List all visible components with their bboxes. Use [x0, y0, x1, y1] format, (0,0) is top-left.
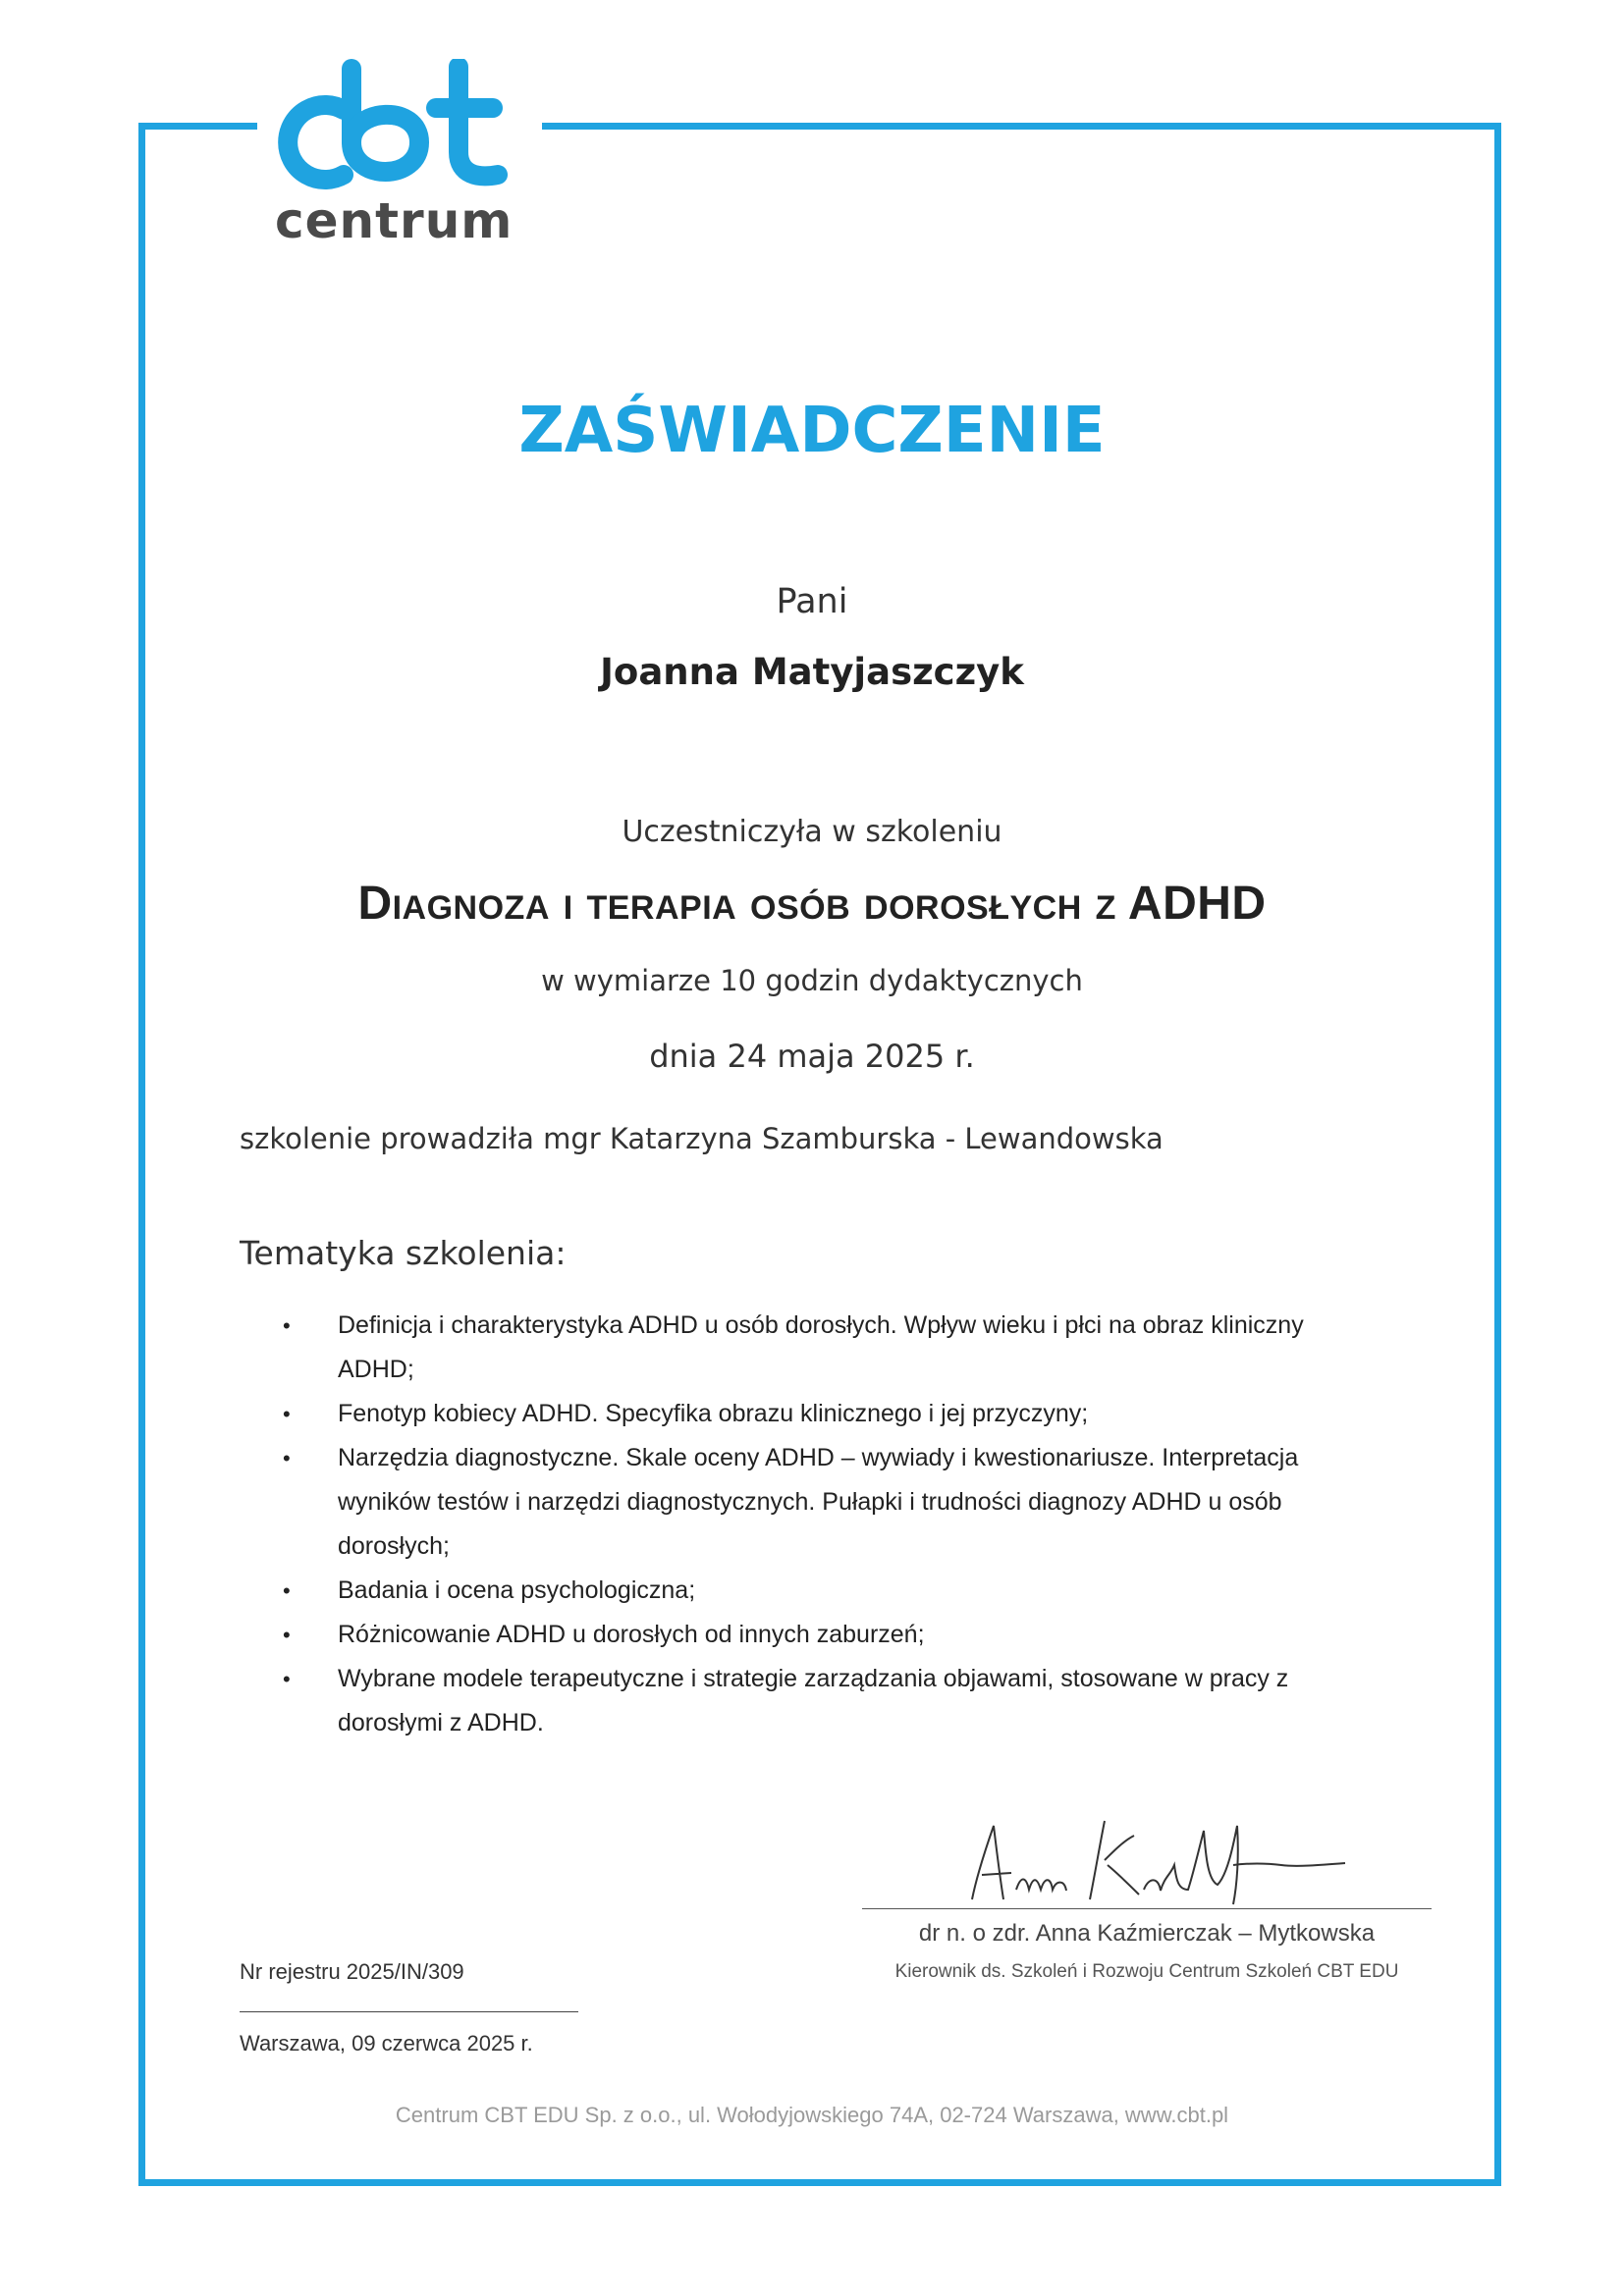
list-item — [283, 1436, 1382, 1569]
list-item — [283, 1569, 1382, 1613]
course-title: Diagnoza i terapia osób dorosłych z ADHD — [357, 878, 1267, 930]
certificate-title: ZAŚWIADCZENIE — [518, 395, 1106, 467]
topic-text: Narzędzia diagnostyczne. Skale oceny ADHD – wywiady i kwestionariusze. Interpretacja wyników testów i narzędzi diagnostycznych. Pułapki i trudności diagnozy ADHD u osób dorosłych; — [338, 1444, 1299, 1560]
signer-role: Kierownik ds. Szkoleń i Rozwoju Centrum Szkoleń CBT EDU — [894, 1961, 1399, 1982]
participation-statement: Uczestniczyła w szkoleniu — [622, 815, 1002, 849]
signer-name: dr n. o zdr. Anna Kaźmierczak – Mytkowska — [918, 1920, 1376, 1947]
handwritten-signature — [943, 1806, 1355, 1914]
registry-number: Nr rejestru 2025/IN/309 — [240, 1959, 464, 1984]
signature-line — [862, 1908, 1432, 1909]
bullet-icon: • — [283, 1402, 291, 1426]
bullet-icon: • — [283, 1578, 291, 1603]
logo-wordmark: centrum — [275, 192, 514, 249]
topic-text: Fenotyp kobiecy ADHD. Specyfika obrazu klinicznego i jej przyczyny; — [338, 1400, 1089, 1427]
course-hours: w wymiarze 10 godzin dydaktycznych — [541, 964, 1083, 997]
bullet-icon: • — [283, 1446, 291, 1470]
cbt-logo-mark — [257, 59, 542, 196]
topic-text: Definicja i charakterystyka ADHD u osób dorosłych. Wpływ wieku i płci na obraz kliniczny ADHD; — [338, 1311, 1304, 1383]
recipient-name: Joanna Matyjaszczyk — [600, 651, 1024, 693]
bullet-icon: • — [283, 1667, 291, 1691]
list-item — [283, 1304, 1382, 1392]
issue-place-date: Warszawa, 09 czerwca 2025 r. — [240, 2031, 533, 2056]
cbt-centrum-logo — [257, 59, 542, 255]
topic-text: Badania i ocena psychologiczna; — [338, 1576, 696, 1604]
course-leader: szkolenie prowadziła mgr Katarzyna Szamburska - Lewandowska — [240, 1122, 1164, 1155]
list-item — [283, 1392, 1382, 1436]
salutation: Pani — [776, 582, 848, 621]
topics-heading: Tematyka szkolenia: — [240, 1234, 567, 1272]
bullet-icon: • — [283, 1313, 291, 1338]
list-item — [283, 1613, 1382, 1657]
bullet-icon: • — [283, 1623, 291, 1647]
topics-list — [283, 1304, 1382, 1745]
company-footer: Centrum CBT EDU Sp. z o.o., ul. Wołodyjowskiego 74A, 02-724 Warszawa, www.cbt.pl — [395, 2103, 1229, 2127]
list-item — [283, 1657, 1382, 1745]
registry-underline — [240, 2011, 578, 2012]
topic-text: Różnicowanie ADHD u dorosłych od innych zaburzeń; — [338, 1621, 925, 1648]
topic-text: Wybrane modele terapeutyczne i strategie zarządzania objawami, stosowane w pracy z dorosłymi z ADHD. — [338, 1665, 1289, 1736]
course-date: dnia 24 maja 2025 r. — [649, 1038, 975, 1075]
